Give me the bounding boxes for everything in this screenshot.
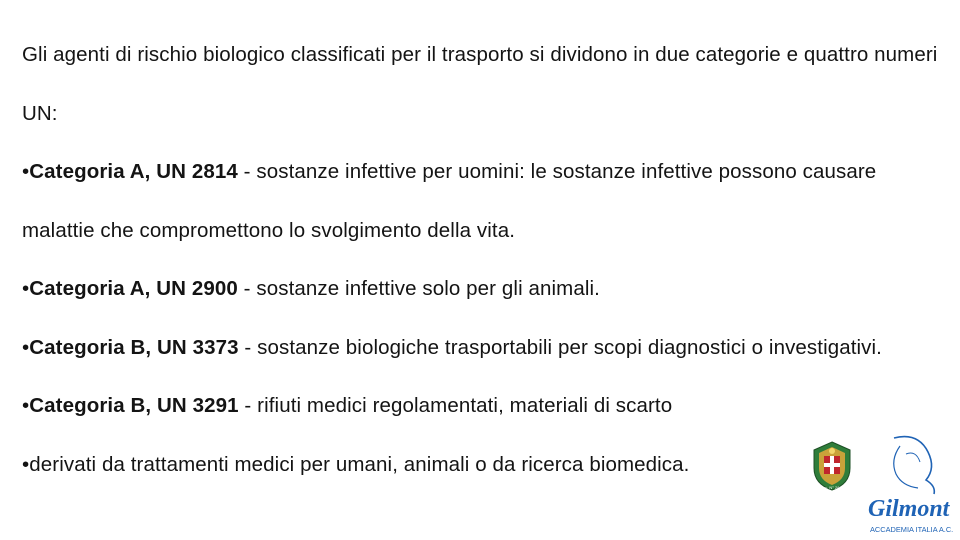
item-heading: Categoria B, UN 3291 bbox=[29, 394, 239, 417]
bullet: • bbox=[22, 452, 30, 476]
brand-subtitle: ACCADEMIA ITALIA A.C. bbox=[870, 525, 954, 534]
bullet: • bbox=[22, 335, 30, 359]
item-heading: Categoria A, UN 2900 bbox=[29, 277, 238, 300]
gilmont-logo bbox=[806, 430, 956, 538]
item-text: - sostanze infettive solo per gli animali. bbox=[237, 277, 600, 300]
gilmont-brand-mark bbox=[866, 430, 956, 538]
item-text: - sostanze biologiche trasportabili per scopi diagnostici o investigativi. bbox=[238, 335, 882, 359]
bullet: • bbox=[22, 394, 30, 417]
list-item bbox=[22, 377, 942, 436]
bullet: • bbox=[22, 277, 30, 300]
item-heading: Categoria A, UN 2814 bbox=[29, 160, 238, 183]
item-text: - sostanze infettive per uomini: le sostanze infettive possono causare malattie che compromettono lo svolgimento della vita. bbox=[22, 160, 877, 242]
list-item bbox=[22, 319, 942, 378]
bullet: • bbox=[22, 160, 30, 183]
intro-paragraph: Gli agenti di rischio biologico classificati per il trasporto si dividono in due categorie e quattro numeri UN: bbox=[22, 43, 938, 125]
brand-name: Gilmont bbox=[868, 496, 950, 522]
item-text: derivati da trattamenti medici per umani, animali o da ricerca biomedica. bbox=[29, 452, 690, 476]
item-heading: Categoria B, UN 3373 bbox=[29, 335, 239, 359]
list-item bbox=[22, 260, 942, 319]
seal-caption: Dec. N° 2620 bbox=[820, 485, 844, 490]
list-item bbox=[22, 143, 942, 260]
list-item bbox=[22, 436, 942, 495]
item-text: - rifiuti medici regolamentati, materiali di scarto bbox=[238, 394, 673, 417]
slide-body bbox=[22, 26, 942, 494]
academy-seal-icon bbox=[810, 440, 854, 492]
